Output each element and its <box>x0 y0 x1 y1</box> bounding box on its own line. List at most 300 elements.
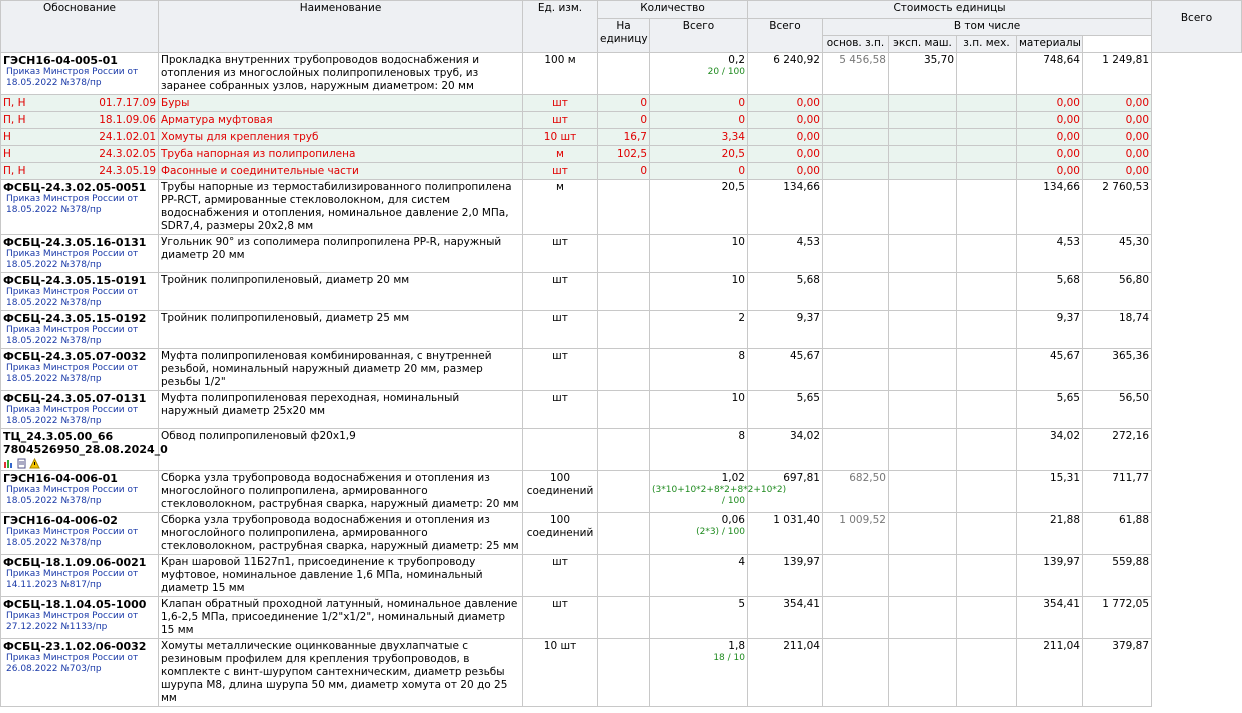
header-name[interactable]: Наименование <box>159 1 523 53</box>
item-mach-cell[interactable] <box>889 273 957 311</box>
item-mach-cell[interactable] <box>889 471 957 513</box>
res-mach-cell[interactable] <box>889 146 957 163</box>
item-total-cell[interactable] <box>1083 349 1152 391</box>
item-name-cell[interactable] <box>159 235 523 273</box>
item-name-cell[interactable] <box>159 555 523 597</box>
resource-row[interactable] <box>1 129 1242 146</box>
item-unit-cell[interactable] <box>523 639 598 707</box>
item-total-cell[interactable] <box>1083 471 1152 513</box>
item-mach-cell[interactable] <box>889 429 957 471</box>
item-row[interactable] <box>1 639 1242 707</box>
item-mw-cell[interactable] <box>957 53 1017 95</box>
res-basis-cell[interactable] <box>1 163 159 180</box>
res-unit-cell[interactable] <box>523 163 598 180</box>
item-row[interactable] <box>1 471 1242 513</box>
res-mach-cell[interactable] <box>889 163 957 180</box>
item-mat-cell[interactable] <box>1017 513 1083 555</box>
item-row[interactable] <box>1 273 1242 311</box>
item-qty-value: 8 <box>738 350 745 362</box>
res-uc-cell-value: 0,00 <box>796 97 820 109</box>
item-name-cell[interactable] <box>159 53 523 95</box>
basis-cell[interactable] <box>1 555 159 597</box>
item-mw-cell[interactable] <box>957 349 1017 391</box>
item-mat-cell-value: 5,65 <box>1056 392 1080 404</box>
item-wages-cell[interactable] <box>823 235 889 273</box>
header-uc-total[interactable]: Всего <box>748 19 823 53</box>
item-source: Приказ Минстроя России от 14.11.2023 №817/пр <box>6 569 139 590</box>
item-mach-cell[interactable] <box>889 597 957 639</box>
res-per-cell-value: 16,7 <box>623 131 647 143</box>
item-wages-cell[interactable] <box>823 555 889 597</box>
item-mat-cell-value: 9,37 <box>1056 312 1080 324</box>
item-wages-cell[interactable] <box>823 180 889 235</box>
res-per-cell[interactable] <box>598 129 650 146</box>
item-row[interactable] <box>1 597 1242 639</box>
item-mat-cell[interactable] <box>1017 180 1083 235</box>
header-unit[interactable]: Ед. изм. <box>523 1 598 53</box>
item-total-cell[interactable] <box>1083 273 1152 311</box>
item-qty-cell[interactable] <box>650 53 748 95</box>
header-incl: В том числе <box>823 19 1152 36</box>
item-wages-cell[interactable] <box>823 429 889 471</box>
res-mach-cell[interactable] <box>889 112 957 129</box>
res-qty-cell[interactable] <box>650 112 748 129</box>
basis-cell[interactable] <box>1 349 159 391</box>
item-qty-cell[interactable] <box>650 349 748 391</box>
basis-cell[interactable] <box>1 597 159 639</box>
res-qty-cell[interactable] <box>650 146 748 163</box>
basis-cell[interactable] <box>1 429 168 471</box>
item-qty-value: 1,02 <box>721 472 745 484</box>
res-mat-cell[interactable] <box>1017 163 1083 180</box>
item-name-cell[interactable] <box>159 429 523 471</box>
item-row[interactable] <box>1 391 1242 429</box>
item-uc-cell[interactable] <box>748 53 823 95</box>
basis-cell[interactable] <box>1 639 159 707</box>
item-uc-cell[interactable] <box>748 639 823 707</box>
item-qty-cell[interactable] <box>650 429 748 471</box>
res-wages-cell[interactable] <box>823 163 889 180</box>
res-name-cell[interactable] <box>159 129 523 146</box>
item-unit-cell-value: 100 м <box>544 54 576 66</box>
item-mach-cell[interactable] <box>889 639 957 707</box>
item-name-cell-value: Муфта полипропиленовая комбинированная, с внутренней резьбой, номинальный наружный диаметр 20 мм, размер резьбы 1/2" <box>161 350 492 388</box>
res-uc-cell[interactable] <box>748 129 823 146</box>
item-mat-cell-value: 34,02 <box>1049 430 1080 442</box>
item-qty-cell[interactable] <box>650 471 787 513</box>
item-wages-cell[interactable] <box>823 471 889 513</box>
item-name-cell[interactable] <box>159 180 523 235</box>
item-uc-cell[interactable] <box>748 235 823 273</box>
res-name-cell[interactable] <box>159 146 523 163</box>
res-mat-cell[interactable] <box>1017 129 1083 146</box>
item-uc-cell[interactable] <box>748 513 823 555</box>
res-mat-cell[interactable] <box>1017 146 1083 163</box>
item-uc-cell-value: 9,37 <box>796 312 820 324</box>
item-mw-cell[interactable] <box>957 391 1017 429</box>
header-qty-per[interactable]: На единицу <box>598 19 650 53</box>
item-total-cell[interactable] <box>1083 639 1152 707</box>
res-mat-cell[interactable] <box>1017 95 1083 112</box>
res-basis-cell[interactable] <box>1 146 159 163</box>
item-uc-cell[interactable] <box>748 429 823 471</box>
res-total-cell-value: 0,00 <box>1125 131 1150 143</box>
res-mat-cell-value: 0,00 <box>1056 131 1080 143</box>
item-wages-cell[interactable] <box>823 597 889 639</box>
item-uc-cell[interactable] <box>748 555 823 597</box>
item-mach-cell[interactable] <box>889 349 957 391</box>
basis-cell[interactable] <box>1 180 159 235</box>
item-per-cell[interactable] <box>598 235 650 273</box>
res-total-cell[interactable] <box>1083 129 1152 146</box>
item-per-cell[interactable] <box>598 391 650 429</box>
item-name-cell-value: Клапан обратный проходной латунный, номинальное давление 1,6-2,5 МПа, присоединение 1/2"х1/2", номинальный диаметр 15 мм <box>161 598 518 636</box>
item-qty-cell[interactable] <box>650 180 748 235</box>
item-total-cell[interactable] <box>1083 429 1152 471</box>
item-total-cell[interactable] <box>1083 311 1152 349</box>
item-row[interactable] <box>1 429 1242 471</box>
basis-cell[interactable] <box>1 53 159 95</box>
res-basis-cell[interactable] <box>1 129 159 146</box>
item-row[interactable] <box>1 235 1242 273</box>
res-qty-cell[interactable] <box>650 129 748 146</box>
item-total-cell-value: 711,77 <box>1112 472 1150 484</box>
item-row[interactable] <box>1 513 1242 555</box>
item-name-cell-value: Сборка узла трубопровода водоснабжения и отопления из многослойного полипропилена, армированного стекловолокном, раструбная сварка, наружный диаметр: 25 мм <box>161 514 519 552</box>
res-qty-cell[interactable] <box>650 163 748 180</box>
res-wages-cell[interactable] <box>823 129 889 146</box>
item-unit-cell-value: шт <box>552 598 568 610</box>
res-type: П, Н <box>3 97 26 109</box>
item-name-cell[interactable] <box>159 471 523 513</box>
qty-formula: 18 / 10 <box>713 653 745 663</box>
item-per-cell[interactable] <box>598 429 650 471</box>
res-name-cell-value: Буры <box>161 97 190 109</box>
item-code: ФСБЦ-24.3.05.16-0131 <box>3 236 147 249</box>
item-mw-cell[interactable] <box>957 273 1017 311</box>
item-mw-cell[interactable] <box>957 235 1017 273</box>
item-name-cell[interactable] <box>159 639 523 707</box>
item-uc-cell-value: 34,02 <box>789 430 820 442</box>
item-code: ФСБЦ-18.1.04.05-1000 <box>3 598 147 611</box>
item-unit-cell[interactable] <box>523 235 598 273</box>
item-wages-cell-value: 1 009,52 <box>839 514 886 526</box>
item-unit-cell[interactable] <box>523 429 598 471</box>
basis-cell[interactable] <box>1 273 159 311</box>
item-mat-cell[interactable] <box>1017 639 1083 707</box>
res-wages-cell[interactable] <box>823 112 889 129</box>
res-mw-cell[interactable] <box>957 112 1017 129</box>
res-uc-cell[interactable] <box>748 163 823 180</box>
res-qty-cell[interactable] <box>650 95 748 112</box>
item-source: Приказ Минстроя России от 18.05.2022 №378/пр <box>6 485 139 506</box>
res-name-cell[interactable] <box>159 112 523 129</box>
res-total-cell[interactable] <box>1083 112 1152 129</box>
item-mat-cell[interactable] <box>1017 349 1083 391</box>
resource-row[interactable] <box>1 163 1242 180</box>
item-mach-cell[interactable] <box>889 555 957 597</box>
item-uc-cell[interactable] <box>748 391 823 429</box>
res-unit-cell[interactable] <box>523 129 598 146</box>
res-qty-cell-value: 3,34 <box>721 131 745 143</box>
res-per-cell[interactable] <box>598 112 650 129</box>
res-mach-cell[interactable] <box>889 129 957 146</box>
item-total-cell[interactable] <box>1083 53 1152 95</box>
res-per-cell-value: 0 <box>640 114 647 126</box>
item-mach-cell[interactable] <box>889 235 957 273</box>
item-uc-cell[interactable] <box>748 180 823 235</box>
item-unit-cell[interactable] <box>523 53 598 95</box>
res-uc-cell-value: 0,00 <box>796 148 820 160</box>
item-uc-cell[interactable] <box>748 349 823 391</box>
item-uc-cell[interactable] <box>748 273 823 311</box>
res-per-cell[interactable] <box>598 95 650 112</box>
item-mat-cell[interactable] <box>1017 391 1083 429</box>
chart-icon[interactable] <box>3 458 14 469</box>
item-per-cell[interactable] <box>598 311 650 349</box>
item-qty-value: 1,8 <box>728 640 745 652</box>
resource-row[interactable] <box>1 95 1242 112</box>
item-row[interactable] <box>1 180 1242 235</box>
item-mach-cell[interactable] <box>889 53 957 95</box>
res-total-cell[interactable] <box>1083 95 1152 112</box>
item-mat-cell[interactable] <box>1017 555 1083 597</box>
item-name-cell[interactable] <box>159 597 523 639</box>
item-mw-cell[interactable] <box>957 555 1017 597</box>
item-per-cell[interactable] <box>598 273 650 311</box>
item-mach-cell[interactable] <box>889 180 957 235</box>
resource-row[interactable] <box>1 112 1242 129</box>
item-per-cell[interactable] <box>598 53 650 95</box>
item-name-cell-value: Трубы напорные из термостабилизированного полипропилена PP-RCT, армированные стекловолокном, для систем водоснабжения и отопления, номинальное давление 2,0 МПа, SDR7,4, размеры 20х2,8 мм <box>161 181 512 232</box>
item-row[interactable] <box>1 349 1242 391</box>
header-qty[interactable]: Количество <box>598 1 748 19</box>
item-name-cell-value: Обвод полипропиленовый ф20х1,9 <box>161 430 356 442</box>
item-mat-cell[interactable] <box>1017 273 1083 311</box>
item-unit-cell[interactable] <box>523 349 598 391</box>
item-unit-cell[interactable] <box>523 597 598 639</box>
item-name-cell[interactable] <box>159 349 523 391</box>
res-unit-cell[interactable] <box>523 146 598 163</box>
item-source: Приказ Минстроя России от 27.12.2022 №1133/пр <box>6 611 139 632</box>
item-mat-cell[interactable] <box>1017 235 1083 273</box>
item-unit-cell[interactable] <box>523 180 598 235</box>
res-mat-cell-value: 0,00 <box>1056 97 1080 109</box>
res-mw-cell[interactable] <box>957 163 1017 180</box>
item-qty-cell[interactable] <box>650 311 748 349</box>
item-unit-cell[interactable] <box>523 391 598 429</box>
resource-row[interactable] <box>1 146 1242 163</box>
item-source: Приказ Минстроя России от 18.05.2022 №378/пр <box>6 249 139 270</box>
item-name-cell-value: Сборка узла трубопровода водоснабжения и отопления из многослойного полипропилена, армированного стекловолокном, раструбная сварка, наружный диаметр: 20 мм <box>161 472 519 510</box>
item-qty-value: 10 <box>731 392 745 404</box>
item-uc-cell-value: 134,66 <box>783 181 820 193</box>
item-total-cell[interactable] <box>1083 513 1152 555</box>
item-source: Приказ Минстроя России от 18.05.2022 №378/пр <box>6 405 139 426</box>
res-unit-cell[interactable] <box>523 95 598 112</box>
item-mat-cell[interactable] <box>1017 429 1083 471</box>
item-code: ФСБЦ-24.3.05.15-0192 <box>3 312 147 325</box>
item-mach-cell[interactable] <box>889 311 957 349</box>
item-uc-cell-value: 1 031,40 <box>773 514 820 526</box>
item-qty-cell[interactable] <box>650 513 748 555</box>
item-qty-value: 20,5 <box>721 181 745 193</box>
res-uc-cell[interactable] <box>748 112 823 129</box>
item-mat-cell-value: 211,04 <box>1043 640 1080 652</box>
item-mw-cell[interactable] <box>957 180 1017 235</box>
res-uc-cell[interactable] <box>748 146 823 163</box>
res-basis-cell[interactable] <box>1 112 159 129</box>
item-unit-cell[interactable] <box>523 555 598 597</box>
res-unit-cell-value: шт <box>552 165 568 177</box>
item-row[interactable] <box>1 53 1242 95</box>
res-mat-cell-value: 0,00 <box>1056 165 1080 177</box>
header-qty-total[interactable]: Всего <box>650 19 748 53</box>
item-source: Приказ Минстроя России от 26.08.2022 №703/пр <box>6 653 139 674</box>
item-name-cell[interactable] <box>159 311 523 349</box>
res-name-cell[interactable] <box>159 163 523 180</box>
res-uc-cell[interactable] <box>748 95 823 112</box>
item-wages-cell[interactable] <box>823 639 889 707</box>
res-mat-cell-value: 0,00 <box>1056 114 1080 126</box>
header-wages[interactable]: основ. з.п. <box>823 36 889 53</box>
item-qty-cell[interactable] <box>650 391 748 429</box>
item-per-cell[interactable] <box>598 180 650 235</box>
res-type: П, Н <box>3 165 26 177</box>
res-total-cell-value: 0,00 <box>1125 148 1150 160</box>
item-row[interactable] <box>1 555 1242 597</box>
basis-cell[interactable] <box>1 235 159 273</box>
header-basis[interactable]: Обоснование <box>1 1 159 53</box>
item-unit-cell[interactable] <box>523 273 598 311</box>
res-per-cell[interactable] <box>598 163 650 180</box>
item-uc-cell-value: 5,65 <box>796 392 820 404</box>
header-materials[interactable]: материалы <box>1017 36 1083 53</box>
item-uc-cell-value: 6 240,92 <box>773 54 820 66</box>
res-qty-cell-value: 20,5 <box>721 148 745 160</box>
item-qty-cell[interactable] <box>650 639 748 707</box>
item-unit-cell-value: 100 соединений <box>526 514 594 539</box>
item-mat-cell[interactable] <box>1017 471 1083 513</box>
item-mw-cell[interactable] <box>957 429 1017 471</box>
item-mat-cell[interactable] <box>1017 311 1083 349</box>
item-unit-cell-value: шт <box>552 274 568 286</box>
item-mat-cell-value: 139,97 <box>1043 556 1080 568</box>
item-total-cell[interactable] <box>1083 391 1152 429</box>
basis-cell[interactable] <box>1 471 159 513</box>
header-unit-cost[interactable]: Стоимость единицы <box>748 1 1152 19</box>
item-qty-cell[interactable] <box>650 235 748 273</box>
header-machines[interactable]: эксп. маш. <box>889 36 957 53</box>
res-total-cell[interactable] <box>1083 163 1152 180</box>
item-qty-cell[interactable] <box>650 273 748 311</box>
item-unit-cell[interactable] <box>523 311 598 349</box>
res-wages-cell[interactable] <box>823 95 889 112</box>
item-uc-cell[interactable] <box>748 311 823 349</box>
item-name-cell[interactable] <box>159 513 523 555</box>
item-per-cell[interactable] <box>598 639 650 707</box>
item-source: Приказ Минстроя России от 18.05.2022 №378/пр <box>6 287 139 308</box>
header-mech-wages[interactable]: з.п. мех. <box>957 36 1017 53</box>
item-uc-cell-value: 697,81 <box>783 472 820 484</box>
item-uc-cell[interactable] <box>748 597 823 639</box>
res-type: Н <box>3 148 11 160</box>
item-total-cell[interactable] <box>1083 235 1152 273</box>
res-name-cell[interactable] <box>159 95 523 112</box>
item-total-cell[interactable] <box>1083 555 1152 597</box>
item-mach-cell[interactable] <box>889 513 957 555</box>
res-basis-cell[interactable] <box>1 95 159 112</box>
item-unit-cell[interactable] <box>523 471 598 513</box>
item-wages-cell[interactable] <box>823 513 889 555</box>
item-per-cell[interactable] <box>598 471 650 513</box>
basis-cell[interactable] <box>1 391 159 429</box>
basis-cell[interactable] <box>1 513 159 555</box>
item-total-cell[interactable] <box>1083 180 1152 235</box>
res-mach-cell[interactable] <box>889 95 957 112</box>
res-total-cell-value: 0,00 <box>1125 114 1150 126</box>
item-per-cell[interactable] <box>598 597 650 639</box>
document-icon[interactable] <box>16 458 27 469</box>
res-uc-cell-value: 0,00 <box>796 131 820 143</box>
item-mw-cell[interactable] <box>957 597 1017 639</box>
item-unit-cell-value: шт <box>552 556 568 568</box>
basis-cell[interactable] <box>1 311 159 349</box>
item-mw-cell[interactable] <box>957 513 1017 555</box>
item-mat-cell-value: 134,66 <box>1043 181 1080 193</box>
item-name-cell[interactable] <box>159 273 523 311</box>
header-total[interactable]: Всего <box>1152 1 1242 53</box>
res-code: 24.1.02.01 <box>99 131 156 143</box>
item-total-cell[interactable] <box>1083 597 1152 639</box>
item-mach-cell[interactable] <box>889 391 957 429</box>
res-unit-cell[interactable] <box>523 112 598 129</box>
item-mat-cell[interactable] <box>1017 53 1083 95</box>
item-wages-cell[interactable] <box>823 391 889 429</box>
item-mw-cell[interactable] <box>957 471 1017 513</box>
item-qty-cell[interactable] <box>650 555 748 597</box>
item-total-cell-value: 56,50 <box>1118 392 1150 404</box>
item-wages-cell[interactable] <box>823 53 889 95</box>
item-name-cell[interactable] <box>159 391 523 429</box>
item-total-cell-value: 272,16 <box>1112 430 1150 442</box>
res-wages-cell[interactable] <box>823 146 889 163</box>
item-qty-cell[interactable] <box>650 597 748 639</box>
item-unit-cell-value: 100 соединений <box>526 472 594 497</box>
item-per-cell[interactable] <box>598 555 650 597</box>
res-mw-cell[interactable] <box>957 95 1017 112</box>
item-wages-cell[interactable] <box>823 273 889 311</box>
item-unit-cell[interactable] <box>523 513 598 555</box>
item-wages-cell[interactable] <box>823 311 889 349</box>
item-wages-cell[interactable] <box>823 349 889 391</box>
res-per-cell[interactable] <box>598 146 650 163</box>
res-qty-cell-value: 0 <box>738 114 745 126</box>
item-mw-cell[interactable] <box>957 639 1017 707</box>
res-mat-cell[interactable] <box>1017 112 1083 129</box>
item-mat-cell[interactable] <box>1017 597 1083 639</box>
item-row[interactable] <box>1 311 1242 349</box>
res-mw-cell[interactable] <box>957 129 1017 146</box>
res-mw-cell[interactable] <box>957 146 1017 163</box>
item-name-cell-value: Прокладка внутренних трубопроводов водоснабжения и отопления из многослойных полипропиленовых труб, из заранее собранных узлов, наружным диаметром: 20 мм <box>161 54 480 92</box>
item-mw-cell[interactable] <box>957 311 1017 349</box>
item-per-cell[interactable] <box>598 513 650 555</box>
warning-icon[interactable] <box>29 458 40 469</box>
res-total-cell[interactable] <box>1083 146 1152 163</box>
item-per-cell[interactable] <box>598 349 650 391</box>
item-name-cell-value: Кран шаровой 11Б27п1, присоединение к трубопроводу муфтовое, номинальное давление 1,6 МПа, номинальный диаметр 15 мм <box>161 556 483 594</box>
